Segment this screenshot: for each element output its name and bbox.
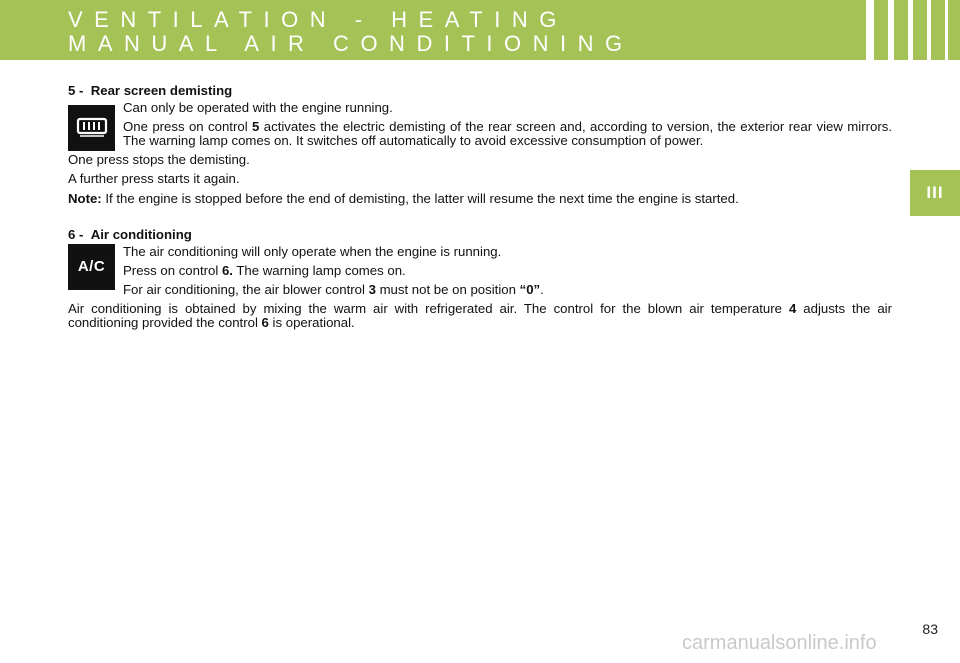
section5-line1: Can only be operated with the engine running. — [123, 100, 393, 115]
page-number: 83 — [922, 621, 938, 637]
section5-heading: 5 - Rear screen demisting — [68, 83, 233, 98]
watermark-text: carmanualsonline.info — [682, 632, 877, 654]
ac-icon-label: A/C — [77, 258, 106, 275]
section6-paragraph4: Air conditioning is obtained by mixing the warm air with refrigerated air. The control for the blown air temperature 4 adjusts the air conditioning provided the control 6 is operational. — [68, 301, 893, 330]
page-header — [0, 0, 960, 60]
rear-demist-icon — [68, 105, 115, 151]
section5-paragraph2: One press on control 5 activates the electric demisting of the rear screen and, according to version, the exterior rear view mirrors. The warning lamp comes on. It switches off automatically to avoid excessive consumption of power. — [123, 119, 892, 148]
section6-line3: For air conditioning, the air blower control 3 must not be on position “0”. — [123, 282, 544, 297]
page-content — [68, 84, 892, 335]
section6-line1: The air conditioning will only operate when the engine is running. — [123, 244, 502, 259]
section6-heading: 6 - Air conditioning — [68, 227, 192, 242]
section5-line4: A further press starts it again. — [68, 171, 240, 186]
header-stripes — [852, 0, 948, 60]
section5-line3: One press stops the demisting. — [68, 152, 250, 167]
section-rear-demisting — [68, 84, 892, 206]
section6-line2: Press on control 6. The warning lamp comes on. — [123, 263, 406, 278]
header-title-line1: VENTILATION - HEATING — [68, 7, 568, 32]
chapter-tab[interactable]: III — [910, 170, 960, 216]
ac-button-icon — [68, 244, 115, 290]
header-title-line2: MANUAL AIR CONDITIONING — [68, 31, 634, 56]
section5-note: Note: If the engine is stopped before the end of demisting, the latter will resume the next time the engine is started. — [68, 191, 739, 206]
section-air-conditioning — [68, 228, 892, 330]
